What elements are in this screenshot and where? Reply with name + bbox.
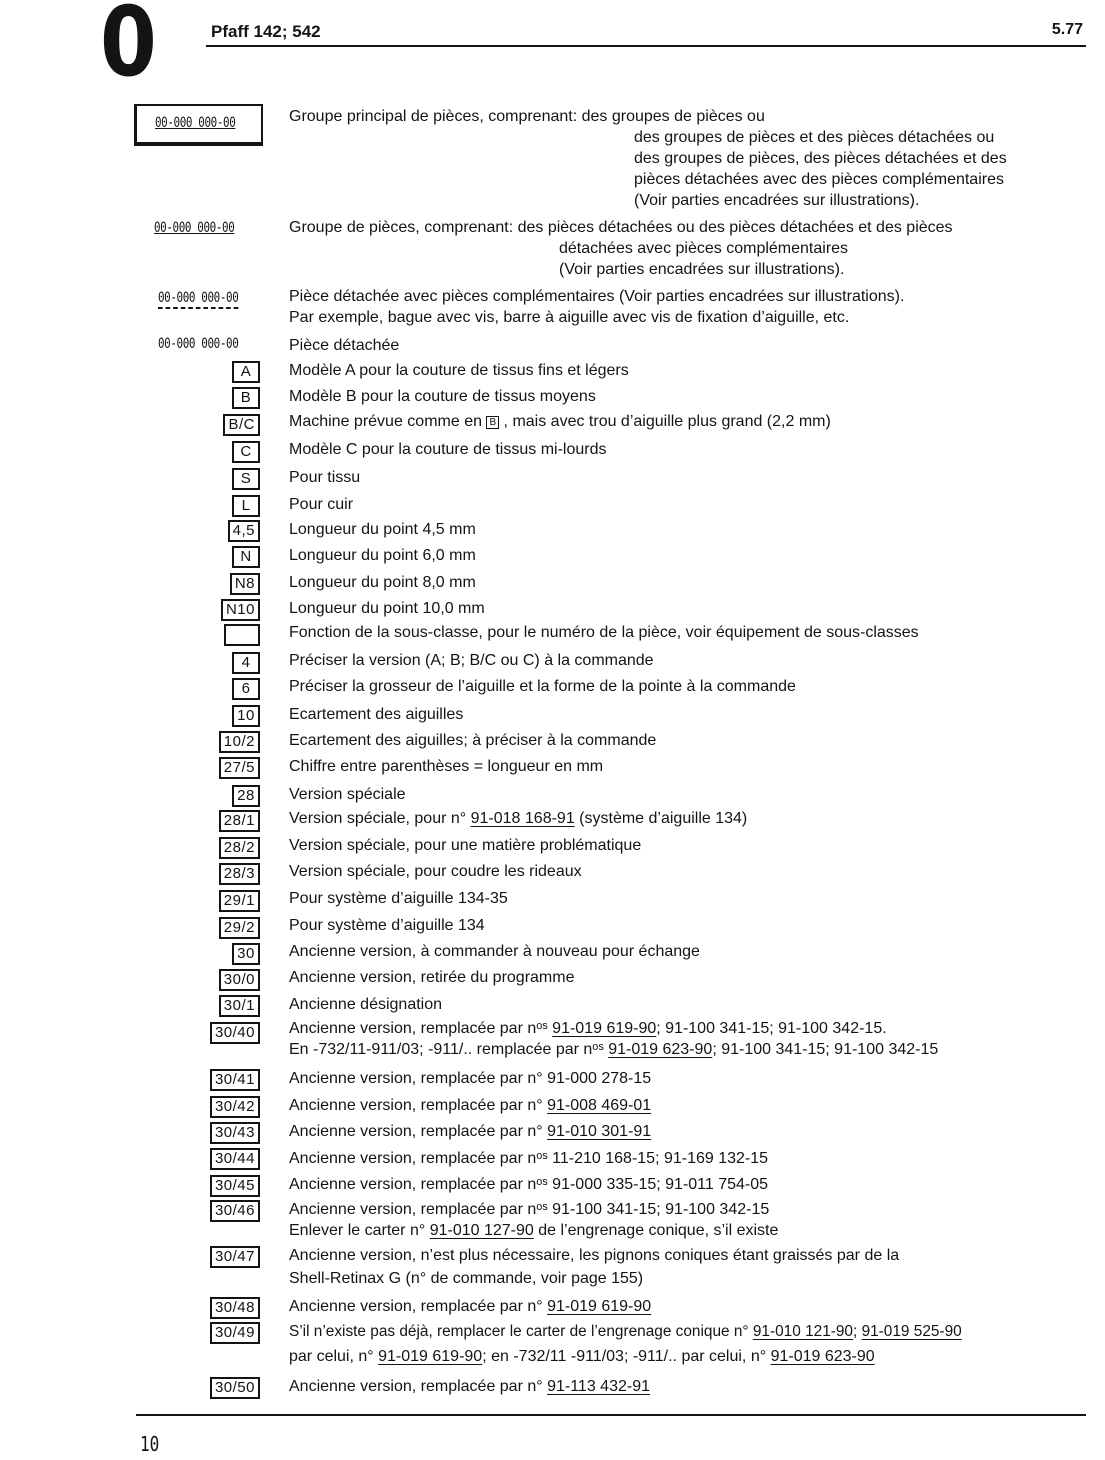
legend-text-part: Enlever le carter n° (289, 1222, 430, 1239)
legend-text-part: (système d’aiguille 134) (574, 810, 748, 827)
legend-text: Longueur du point 8,0 mm (289, 574, 476, 591)
symbol-box: N8 (230, 573, 260, 595)
legend-text-part: En -732/11-911/03; -911/.. remplacée par nᵒˢ (289, 1041, 609, 1058)
page-number: 10 (140, 1432, 160, 1456)
legend-text (289, 1121, 651, 1142)
legend-text (289, 1296, 651, 1317)
symbol-box: B (232, 387, 260, 409)
symbol-box: 30/50 (210, 1377, 260, 1399)
legend-text: Ancienne version, remplacée par nᵒˢ 91-100 341-15; 91-100 342-15 (289, 1201, 770, 1218)
legend-text-part: ; en -732/11 -911/03; -911/.. par celui, n° (482, 1348, 771, 1365)
main-group-code-box (134, 104, 263, 146)
legend-text: Ancienne version, n’est plus nécessaire, les pignons coniques étant graissés par de la (289, 1247, 900, 1264)
legend-text (289, 1018, 887, 1039)
part-number-ref: 91-019 623-90 (608, 1041, 713, 1058)
symbol-box: 29/1 (219, 890, 260, 912)
legend-text-part: Ancienne version, remplacée par n° (289, 1123, 548, 1140)
legend-text: Version spéciale, pour coudre les rideaux (289, 863, 582, 880)
symbol-box: 30/47 (210, 1246, 260, 1268)
legend-text: Longueur du point 4,5 mm (289, 521, 476, 538)
legend-text-part: Ancienne version, remplacée par nᵒˢ (289, 1020, 553, 1037)
symbol-box: 30 (232, 943, 260, 965)
symbol-box: 30/45 (210, 1175, 260, 1197)
legend-text-part: de l’engrenage conique, s’il existe (533, 1222, 779, 1239)
symbol-box: 29/2 (219, 917, 260, 939)
legend-text: Version spéciale, pour une matière problématique (289, 837, 642, 854)
part-number-ref: 91-019 525-90 (861, 1323, 962, 1340)
symbol-box: B/C (223, 414, 260, 436)
legend-text-part: par celui, n° (289, 1348, 379, 1365)
main-group-line: des groupes de pièces, des pièces détachées et des (634, 150, 1007, 167)
single-part-code: 00-000 000-00 (158, 336, 239, 352)
empty-symbol-box (224, 624, 260, 646)
legend-text (289, 1095, 651, 1116)
legend-text (289, 1376, 650, 1397)
legend-text-part: Ancienne version, remplacée par n° (289, 1298, 548, 1315)
symbol-box: N (232, 546, 260, 568)
inline-symbol-box: B (486, 416, 499, 429)
legend-text: Ancienne version, à commander à nouveau pour échange (289, 943, 700, 960)
symbol-box: 28 (232, 785, 260, 807)
legend-text: Longueur du point 6,0 mm (289, 547, 476, 564)
legend-text: Pour cuir (289, 496, 354, 513)
part-number-ref: 91-019 619-90 (552, 1020, 657, 1037)
legend-text (289, 411, 831, 432)
footer-rule (136, 1414, 1086, 1416)
symbol-box: 30/49 (210, 1322, 260, 1344)
group-line: (Voir parties encadrées sur illustrations). (559, 261, 845, 278)
part-with-extras-line: Par exemple, bague avec vis, barre à aiguille avec vis de fixation d’aiguille, etc. (289, 309, 850, 326)
symbol-box: 10/2 (219, 731, 260, 753)
symbol-box: 10 (232, 705, 260, 727)
legend-text: Ancienne version, remplacée par nᵒˢ 91-000 335-15; 91-011 754-05 (289, 1176, 769, 1193)
symbol-box: 28/3 (219, 863, 260, 885)
symbol-box: 27/5 (219, 757, 260, 779)
symbol-box: 30/48 (210, 1297, 260, 1319)
main-group-code: 00-000 000-00 (155, 115, 236, 131)
edition-date: 5.77 (1051, 21, 1083, 38)
single-part-text: Pièce détachée (289, 337, 400, 354)
symbol-box: L (232, 495, 260, 517)
legend-text: Ecartement des aiguilles (289, 706, 464, 723)
legend-text-part: , mais avec trou d’aiguille plus grand (2,2 mm) (499, 413, 831, 430)
symbol-box: 30/40 (210, 1022, 260, 1044)
header-rule (206, 45, 1086, 47)
legend-text-part: Machine prévue comme en (289, 413, 487, 430)
legend-text-line2 (289, 1220, 778, 1241)
main-group-line: pièces détachées avec des pièces complémentaires (634, 171, 1004, 188)
legend-text: Fonction de la sous-classe, pour le numéro de la pièce, voir équipement de sous-classes (289, 624, 919, 641)
main-group-line: (Voir parties encadrées sur illustrations). (634, 192, 920, 209)
part-with-extras-code: 00-000 000-00 (158, 290, 238, 309)
symbol-box: 30/43 (210, 1122, 260, 1144)
legend-text-part: Ancienne version, remplacée par n° (289, 1378, 548, 1395)
legend-text: Pour système d’aiguille 134-35 (289, 890, 508, 907)
part-number-ref: 91-010 127-90 (429, 1222, 534, 1239)
legend-text-part: ; 91-100 341-15; 91-100 342-15 (712, 1041, 939, 1058)
part-number-ref: 91-019 619-90 (547, 1298, 652, 1315)
section-letter: 0 (100, 0, 157, 98)
main-group-lead: Groupe principal de pièces, comprenant: des groupes de pièces ou (289, 108, 765, 125)
symbol-box: C (232, 441, 260, 463)
legend-text (289, 808, 747, 829)
legend-text-part: ; (853, 1323, 862, 1340)
part-number-ref: 91-019 623-90 (770, 1348, 875, 1365)
symbol-box: N10 (221, 599, 260, 621)
symbol-box: 30/41 (210, 1069, 260, 1091)
legend-text-part: S’il n’existe pas déjà, remplacer le carter de l’engrenage conique n° (289, 1323, 753, 1340)
symbol-box: 30/44 (210, 1148, 260, 1170)
legend-text (289, 1321, 962, 1342)
legend-text-part: Version spéciale, pour n° (289, 810, 471, 827)
legend-text: Modèle A pour la couture de tissus fins et légers (289, 362, 629, 379)
symbol-box: 4 (232, 652, 260, 674)
symbol-box: 6 (232, 678, 260, 700)
symbol-box: 4,5 (228, 520, 260, 542)
legend-text: Version spéciale (289, 786, 406, 803)
symbol-box: A (232, 361, 260, 383)
part-number-ref: 91-019 619-90 (378, 1348, 483, 1365)
legend-text: Préciser la version (A; B; B/C ou C) à la commande (289, 652, 654, 669)
part-number-ref: 91-113 432-91 (547, 1378, 650, 1395)
group-code: 00-000 000-00 (154, 220, 235, 236)
symbol-box: 28/1 (219, 810, 260, 832)
symbol-box: 30/46 (210, 1200, 260, 1222)
symbol-box: 28/2 (219, 837, 260, 859)
part-number-ref: 91-008 469-01 (547, 1097, 652, 1114)
legend-text: Chiffre entre parenthèses = longueur en mm (289, 758, 604, 775)
part-number-ref: 91-010 121-90 (752, 1323, 853, 1340)
group-line: détachées avec pièces complémentaires (559, 240, 849, 257)
symbol-box: 30/1 (219, 995, 260, 1017)
symbol-box: 30/42 (210, 1096, 260, 1118)
model-title: Pfaff 142; 542 (211, 22, 321, 41)
part-with-extras-line: Pièce détachée avec pièces complémentaires (Voir parties encadrées sur illustrations). (289, 288, 905, 305)
legend-text: Ancienne version, remplacée par nᵒˢ 11-210 168-15; 91-169 132-15 (289, 1150, 769, 1167)
legend-text: Ancienne version, retirée du programme (289, 969, 575, 986)
group-lead: Groupe de pièces, comprenant: des pièces détachées ou des pièces détachées et des pièces (289, 219, 953, 236)
legend-text-line2: Shell-Retinax G (n° de commande, voir page 155) (289, 1270, 644, 1287)
main-group-line: des groupes de pièces et des pièces détachées ou (634, 129, 995, 146)
legend-text: Ecartement des aiguilles; à préciser à la commande (289, 732, 657, 749)
legend-text: Ancienne version, remplacée par n° 91-000 278-15 (289, 1070, 652, 1087)
legend-text: Préciser la grosseur de l’aiguille et la forme de la pointe à la commande (289, 678, 796, 695)
part-number-ref: 91-010 301-91 (547, 1123, 652, 1140)
part-number-ref: 91-018 168-91 (470, 810, 575, 827)
legend-text-line2 (289, 1346, 875, 1367)
legend-text: Ancienne désignation (289, 996, 443, 1013)
legend-text-part: ; 91-100 341-15; 91-100 342-15. (656, 1020, 887, 1037)
legend-text: Modèle B pour la couture de tissus moyens (289, 388, 596, 405)
symbol-box: 30/0 (219, 969, 260, 991)
legend-text-part: Ancienne version, remplacée par n° (289, 1097, 548, 1114)
symbol-box: S (232, 468, 260, 490)
legend-text-line2 (289, 1039, 938, 1060)
legend-text: Modèle C pour la couture de tissus mi-lourds (289, 441, 607, 458)
legend-text: Pour système d’aiguille 134 (289, 917, 485, 934)
legend-text: Pour tissu (289, 469, 361, 486)
legend-text: Longueur du point 10,0 mm (289, 600, 485, 617)
